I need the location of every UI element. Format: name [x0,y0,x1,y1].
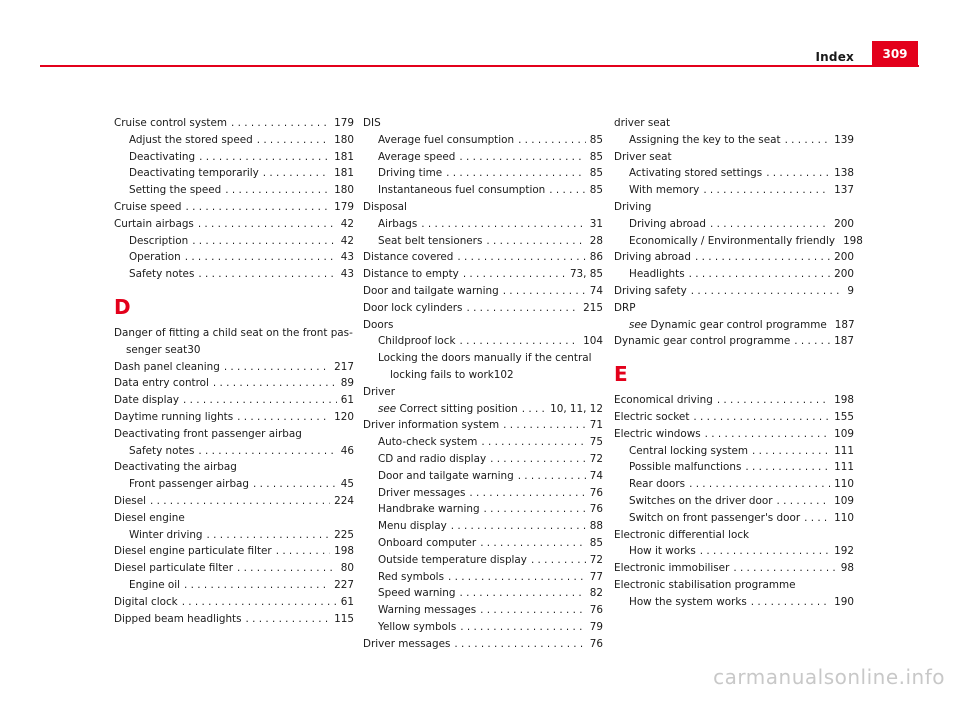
index-subentry: Adjust the stored speed . . . 180 [114,132,354,149]
index-entry: Diesel . . . 224 [114,493,354,510]
index-heading: Electronic differential lock [614,528,750,541]
index-subentry: Airbags . . . 31 [363,216,603,233]
index-subentry: Instantaneous fuel consumption . . . 85 [363,182,603,199]
index-subentry: Front passenger airbag . . . 45 [114,476,354,493]
index-subentry-wrapped: Locking the doors manually if the central locking fails to work 102 [378,352,592,381]
index-entry: Cruise speed . . . 179 [114,199,354,216]
index-entry: Door and tailgate warning . . . 74 [363,283,603,300]
index-entry: Date display . . . 61 [114,392,354,409]
index-subentry: Red symbols . . . 77 [363,569,603,586]
index-subentry: Economically / Environmentally friendly 198 [629,234,863,247]
index-entry: Data entry control . . . 89 [114,375,354,392]
index-subentry: Rear doors . . . 110 [614,476,854,493]
index-subentry: Deactivating . . . 181 [114,149,354,166]
index-subentry: Average fuel consumption . . . 85 [363,132,603,149]
index-subentry: Assigning the key to the seat . . . 139 [614,132,854,149]
index-subentry: Driving time . . . 85 [363,165,603,182]
index-subentry: Central locking system . . . 111 [614,443,854,460]
index-subentry: Safety notes . . . 46 [114,443,354,460]
index-subentry: Speed warning . . . 82 [363,585,603,602]
index-heading: driver seat [614,117,671,129]
index-heading: Diesel engine [114,511,185,524]
index-entry: Cruise control system . . . 179 [114,115,354,132]
index-subentry: Onboard computer . . . 85 [363,535,603,552]
index-column-1 [114,115,354,627]
index-subentry: Operation . . . 43 [114,249,354,266]
index-column-2 [363,115,603,653]
index-entry: Door lock cylinders . . . 215 [363,300,603,317]
index-entry: Dash panel cleaning . . . 217 [114,359,354,376]
index-subentry: Activating stored settings . . . 138 [614,165,854,182]
index-entry: Daytime running lights . . . 120 [114,409,354,426]
index-heading: Driver [363,385,395,398]
index-subentry: Setting the speed . . . 180 [114,182,354,199]
index-subentry: Description . . . 42 [114,233,354,250]
index-entry: Dynamic gear control programme . . . 187 [614,333,854,350]
index-subentry: With memory . . . 137 [614,182,854,199]
index-heading: DRP [614,301,636,314]
index-subentry: Outside temperature display . . . 72 [363,552,603,569]
index-subentry: Winter driving . . . 225 [114,527,354,544]
index-subentry: Switches on the driver door . . . 109 [614,493,854,510]
index-entry: Distance to empty . . . 73, 85 [363,266,603,283]
index-entry: Driving safety . . . 9 [614,283,854,300]
index-subentry: Warning messages . . . 76 [363,602,603,619]
page-number-badge: 309 [872,41,918,67]
index-subentry: Childproof lock . . . 104 [363,333,603,350]
index-heading: Driver seat [614,150,672,163]
index-entry: Dipped beam headlights . . . 115 [114,611,354,628]
index-subentry: Average speed . . . 85 [363,149,603,166]
index-entry: Driver messages . . . 76 [363,636,603,653]
index-heading: Electronic stabilisation programme [614,578,796,591]
index-entry: Diesel engine particulate filter . . . 198 [114,543,354,560]
index-entry: Electronic immobiliser . . . 98 [614,560,854,577]
index-subentry: Door and tailgate warning . . . 74 [363,468,603,485]
index-entry: Driver information system . . . 71 [363,417,603,434]
index-heading: DIS [363,117,381,129]
index-subentry: Switch on front passenger's door . . . 110 [614,510,854,527]
index-entry: Economical driving . . . 198 [614,392,854,409]
index-subentry: Safety notes . . . 43 [114,266,354,283]
index-see-reference: see Dynamic gear control programme 187 [629,318,855,331]
index-heading: Doors [363,318,394,331]
index-subentry: CD and radio display . . . 72 [363,451,603,468]
index-entry: Driving abroad . . . 200 [614,249,854,266]
index-heading: Driving [614,200,652,213]
index-see-reference: see Correct sitting position . . . 10, 11, 12 [363,401,603,418]
index-entry: Distance covered . . . 86 [363,249,603,266]
index-subentry: Yellow symbols . . . 79 [363,619,603,636]
index-subentry: Engine oil . . . 227 [114,577,354,594]
header-rule [40,65,919,67]
index-entry-wrapped: Danger of fitting a child seat on the front pas- senger seat 30 [114,326,353,356]
index-subentry: Headlights . . . 200 [614,266,854,283]
index-entry: Electric socket . . . 155 [614,409,854,426]
index-entry: Curtain airbags . . . 42 [114,216,354,233]
index-entry: Diesel particulate filter . . . 80 [114,560,354,577]
watermark: carmanualsonline.info [713,665,945,689]
index-heading: Deactivating front passenger airbag [114,427,302,440]
index-subentry: Possible malfunctions . . . 111 [614,459,854,476]
index-subentry: Seat belt tensioners . . . 28 [363,233,603,250]
index-entry: Electric windows . . . 109 [614,426,854,443]
index-heading: Disposal [363,200,407,213]
index-subentry: Handbrake warning . . . 76 [363,501,603,518]
index-subentry: Menu display . . . 88 [363,518,603,535]
index-subentry: How the system works . . . 190 [614,594,854,611]
section-letter-d: D [114,294,131,319]
index-column-3 [614,115,863,611]
index-entry: Digital clock . . . 61 [114,594,354,611]
section-letter-e: E [614,362,628,387]
page-title: Index [815,50,854,64]
index-subentry: Driving abroad . . . 200 [614,216,854,233]
index-subentry: How it works . . . 192 [614,543,854,560]
index-heading: Deactivating the airbag [114,461,237,474]
index-subentry: Auto-check system . . . 75 [363,434,603,451]
index-subentry: Deactivating temporarily . . . 181 [114,165,354,182]
index-subentry: Driver messages . . . 76 [363,485,603,502]
